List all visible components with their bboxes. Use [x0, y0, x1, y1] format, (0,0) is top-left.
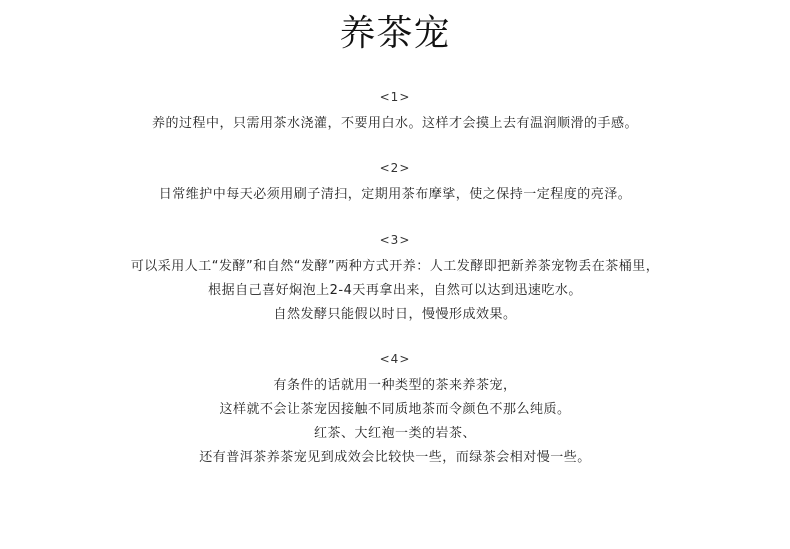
section-number: <1>	[379, 90, 411, 104]
section-text-line: 养的过程中，只需用茶水浇灌，不要用白水。这样才会摸上去有温润顺滑的手感。	[151, 116, 638, 131]
section-text-line: 这样就不会让茶宠因接触不同质地茶而令颜色不那么纯质。	[219, 402, 571, 417]
tip-section-4	[0, 351, 790, 470]
section-number: <3>	[379, 233, 411, 247]
section-text-line: 日常维护中每天必须用刷子清扫，定期用茶布摩挲，使之保持一定程度的亮泽。	[158, 187, 632, 202]
section-text-line: 红茶、大红袍一类的岩茶、	[313, 426, 476, 441]
section-text-line: 自然发酵只能假以时日，慢慢形成效果。	[273, 307, 517, 322]
section-number: <2>	[379, 161, 411, 175]
section-text-line: 还有普洱茶养茶宠见到成效会比较快一些，而绿茶会相对慢一些。	[199, 450, 591, 465]
section-text-line: 根据自己喜好焖泡上2-4天再拿出来，自然可以达到迅速吃水。	[208, 283, 582, 298]
section-number: <4>	[379, 352, 411, 366]
tip-section-2	[0, 160, 790, 207]
tip-section-3	[0, 232, 790, 327]
section-text-line: 可以采用人工“发酵”和自然“发酵”两种方式开养：人工发酵即把新养茶宠物丢在茶桶里，	[130, 259, 660, 274]
page-title: 养茶宠	[339, 13, 451, 54]
tip-section-1	[0, 89, 790, 136]
section-text-line: 有条件的话就用一种类型的茶来养茶宠，	[273, 378, 517, 393]
